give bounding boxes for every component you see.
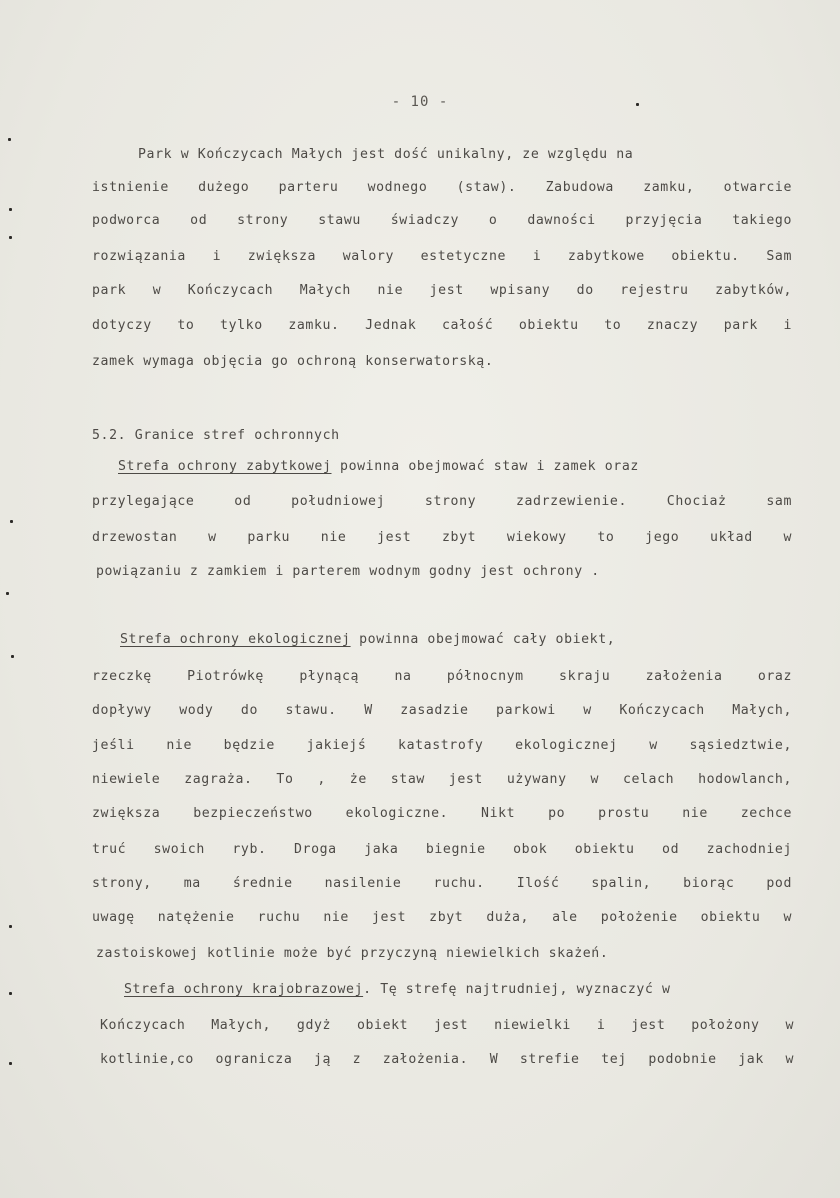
scan-speck <box>9 236 12 239</box>
section-heading: 5.2. Granice stref ochronnych <box>92 428 340 443</box>
paragraph-line: istnienie dużego parteru wodnego (staw). Zabudowa zamku, otwarcie <box>92 180 792 195</box>
paragraph-line: przylegające od południowej strony zadrzewienie. Chociaż sam <box>92 494 792 509</box>
paragraph-text: powinna obejmować cały obiekt, <box>350 632 616 647</box>
scan-speck <box>8 138 11 141</box>
paragraph-line: jeśli nie będzie jakiejś katastrofy ekologicznej w sąsiedztwie, <box>92 738 792 753</box>
paragraph-line: rozwiązania i zwiększa walory estetyczne i zabytkowe obiektu. Sam <box>92 249 792 264</box>
zone-label-ecological: Strefa ochrony ekologicznej <box>120 632 351 647</box>
zone-label-historic: Strefa ochrony zabytkowej <box>118 459 332 474</box>
paragraph-line: park w Kończycach Małych nie jest wpisany do rejestru zabytków, <box>92 283 792 298</box>
paragraph-line: strony, ma średnie nasilenie ruchu. Ilość spalin, biorąc pod <box>92 876 792 891</box>
paragraph-line: kotlinie,co ogranicza ją z założenia. W strefie tej podobnie jak w <box>100 1052 794 1067</box>
paragraph-first-line <box>118 459 758 474</box>
paragraph-text: powinna obejmować staw i zamek oraz <box>331 459 639 474</box>
paragraph-line: dotyczy to tylko zamku. Jednak całość obiektu to znaczy park i <box>92 318 792 333</box>
paragraph-line: uwagę natężenie ruchu nie jest zbyt duża, ale położenie obiektu w <box>92 910 792 925</box>
paragraph-line: zwiększa bezpieczeństwo ekologiczne. Nikt po prostu nie zechce <box>92 806 792 821</box>
paragraph-line: Kończycach Małych, gdyż obiekt jest niewielki i jest położony w <box>100 1018 794 1033</box>
scan-speck <box>11 655 14 658</box>
scan-speck <box>9 208 12 211</box>
zone-label-landscape: Strefa ochrony krajobrazowej <box>124 982 364 997</box>
paragraph-line: Park w Kończycach Małych jest dość unikalny, ze względu na <box>138 147 634 162</box>
scan-speck <box>9 1062 12 1065</box>
scan-speck <box>6 592 9 595</box>
paragraph-line: zastoiskowej kotlinie może być przyczyną niewielkich skażeń. <box>96 946 609 961</box>
paragraph-line: dopływy wody do stawu. W zasadzie parkowi w Kończycach Małych, <box>92 703 792 718</box>
paragraph-line: truć swoich ryb. Droga jaka biegnie obok obiektu od zachodniej <box>92 842 792 857</box>
paragraph-first-line <box>124 982 792 997</box>
scan-speck <box>636 103 639 106</box>
page-number: - 10 - <box>391 94 449 110</box>
scan-speck <box>9 925 12 928</box>
paragraph-line: powiązaniu z zamkiem i parterem wodnym godny jest ochrony . <box>96 564 600 579</box>
paragraph-text: . Tę strefę najtrudniej, wyznaczyć w <box>363 982 671 997</box>
scan-speck <box>10 520 13 523</box>
paragraph-line: rzeczkę Piotrówkę płynącą na północnym skraju założenia oraz <box>92 669 792 684</box>
paragraph-line: drzewostan w parku nie jest zbyt wiekowy to jego układ w <box>92 530 792 545</box>
paragraph-line: podworca od strony stawu świadczy o dawności przyjęcia takiego <box>92 213 792 228</box>
paragraph-first-line <box>120 632 760 647</box>
paragraph-line: zamek wymaga objęcia go ochroną konserwatorską. <box>92 354 494 369</box>
scan-speck <box>9 992 12 995</box>
paragraph-line: niewiele zagraża. To , że staw jest używany w celach hodowlanch, <box>92 772 792 787</box>
